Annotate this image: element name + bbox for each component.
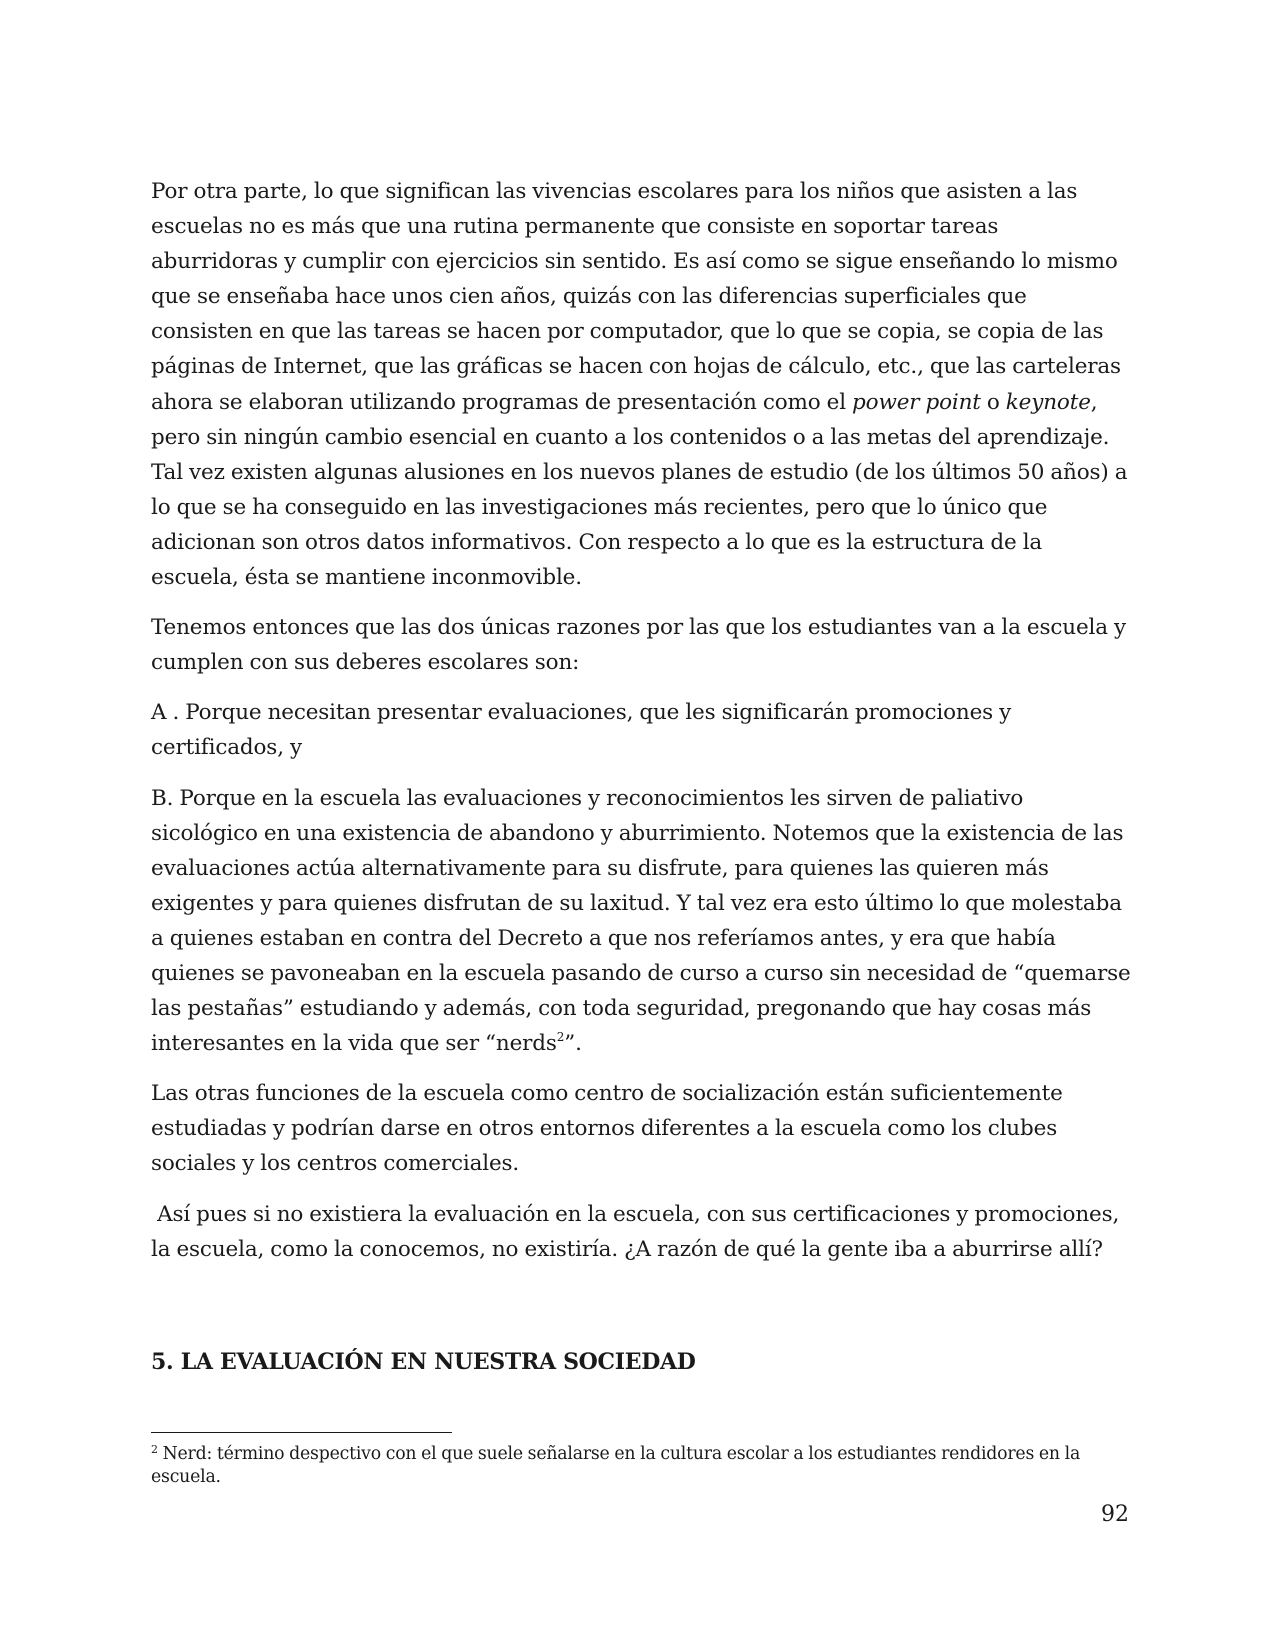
footnote-reference[interactable]: 2 xyxy=(556,1030,565,1045)
footnote-number: 2 xyxy=(151,1443,158,1456)
paragraph-text: o xyxy=(980,389,1006,415)
page-number: 92 xyxy=(1101,1502,1129,1527)
emphasis-power-point: power point xyxy=(852,389,981,415)
paragraph-text: , pero sin ningún cambio esencial en cuanto a los contenidos o a las metas del aprendizaje. Tal vez existen algunas alusiones en los nuevos planes de estudio (de los últimos 50 años) a lo que se ha conseguido en las investigaciones más recientes, pero que lo único que adicionan son otros datos informativos. Con respecto a lo que es la estructura de la escuela, ésta se mantiene inconmovible. xyxy=(151,389,1128,591)
footnote-text: Nerd: término despectivo con el que suele señalarse en la cultura escolar a los estudiantes rendidores en la escuela. xyxy=(151,1444,1081,1487)
paragraph-conclusion: Así pues si no existiera la evaluación en la escuela, con sus certificaciones y promociones, la escuela, como la conocemos, no existiría. ¿A razón de qué la gente iba a aburrirse allí? xyxy=(151,1201,1126,1262)
paragraph-text: ”. xyxy=(564,1031,582,1057)
footnote-divider xyxy=(151,1432,452,1433)
emphasis-keynote: keynote xyxy=(1005,389,1091,415)
paragraph-socialization: Las otras funciones de la escuela como centro de socialización están suficientemente estudiadas y podrían darse en otros entornos diferentes a la escuela como los clubes sociales y los centros comerciales. xyxy=(151,1081,1063,1177)
footnote xyxy=(151,1443,1131,1489)
paragraph-text: B. Porque en la escuela las evaluaciones y reconocimientos les sirven de paliativo sicológico en una existencia de abandono y aburrimiento. Notemos que la existencia de las evaluaciones actúa alternativamente para su disfrute, para quienes las quieren más exigentes y para quienes disfrutan de su laxitud. Y tal vez era esto último lo que molestaba a quienes estaban en contra del Decreto a que nos referíamos antes, y era que había quienes se pavoneaban en la escuela pasando de curso a curso sin necesidad de “quemarse las pestañas” estudiando y además, con toda seguridad, pregonando que hay cosas más interesantes en la vida que ser “nerds xyxy=(151,785,1131,1057)
body-text xyxy=(151,174,1131,1282)
paragraph-two-reasons: Tenemos entonces que las dos únicas razones por las que los estudiantes van a la escuela y cumplen con sus deberes escolares son: xyxy=(151,615,1126,676)
section-heading: 5. LA EVALUACIÓN EN NUESTRA SOCIEDAD xyxy=(151,1349,696,1375)
paragraph-text: Por otra parte, lo que significan las vivencias escolares para los niños que asisten a las escuelas no es más que una rutina permanente que consiste en soportar tareas aburridoras y cumplir con ejercicios sin sentido. Es así como se sigue enseñando lo mismo que se enseñaba hace unos cien años, quizás con las diferencias superficiales que consisten en que las tareas se hacen por computador, que lo que se copia, se copia de las páginas de Internet, que las gráficas se hacen con hojas de cálculo, etc., que las carteleras ahora se elaboran utilizando programas de presentación como el xyxy=(151,179,1121,415)
paragraph-school-routine xyxy=(151,174,1131,595)
paragraph-reason-b xyxy=(151,781,1131,1062)
paragraph-reason-a: A . Porque necesitan presentar evaluaciones, que les significarán promociones y certificados, y xyxy=(151,700,1012,761)
